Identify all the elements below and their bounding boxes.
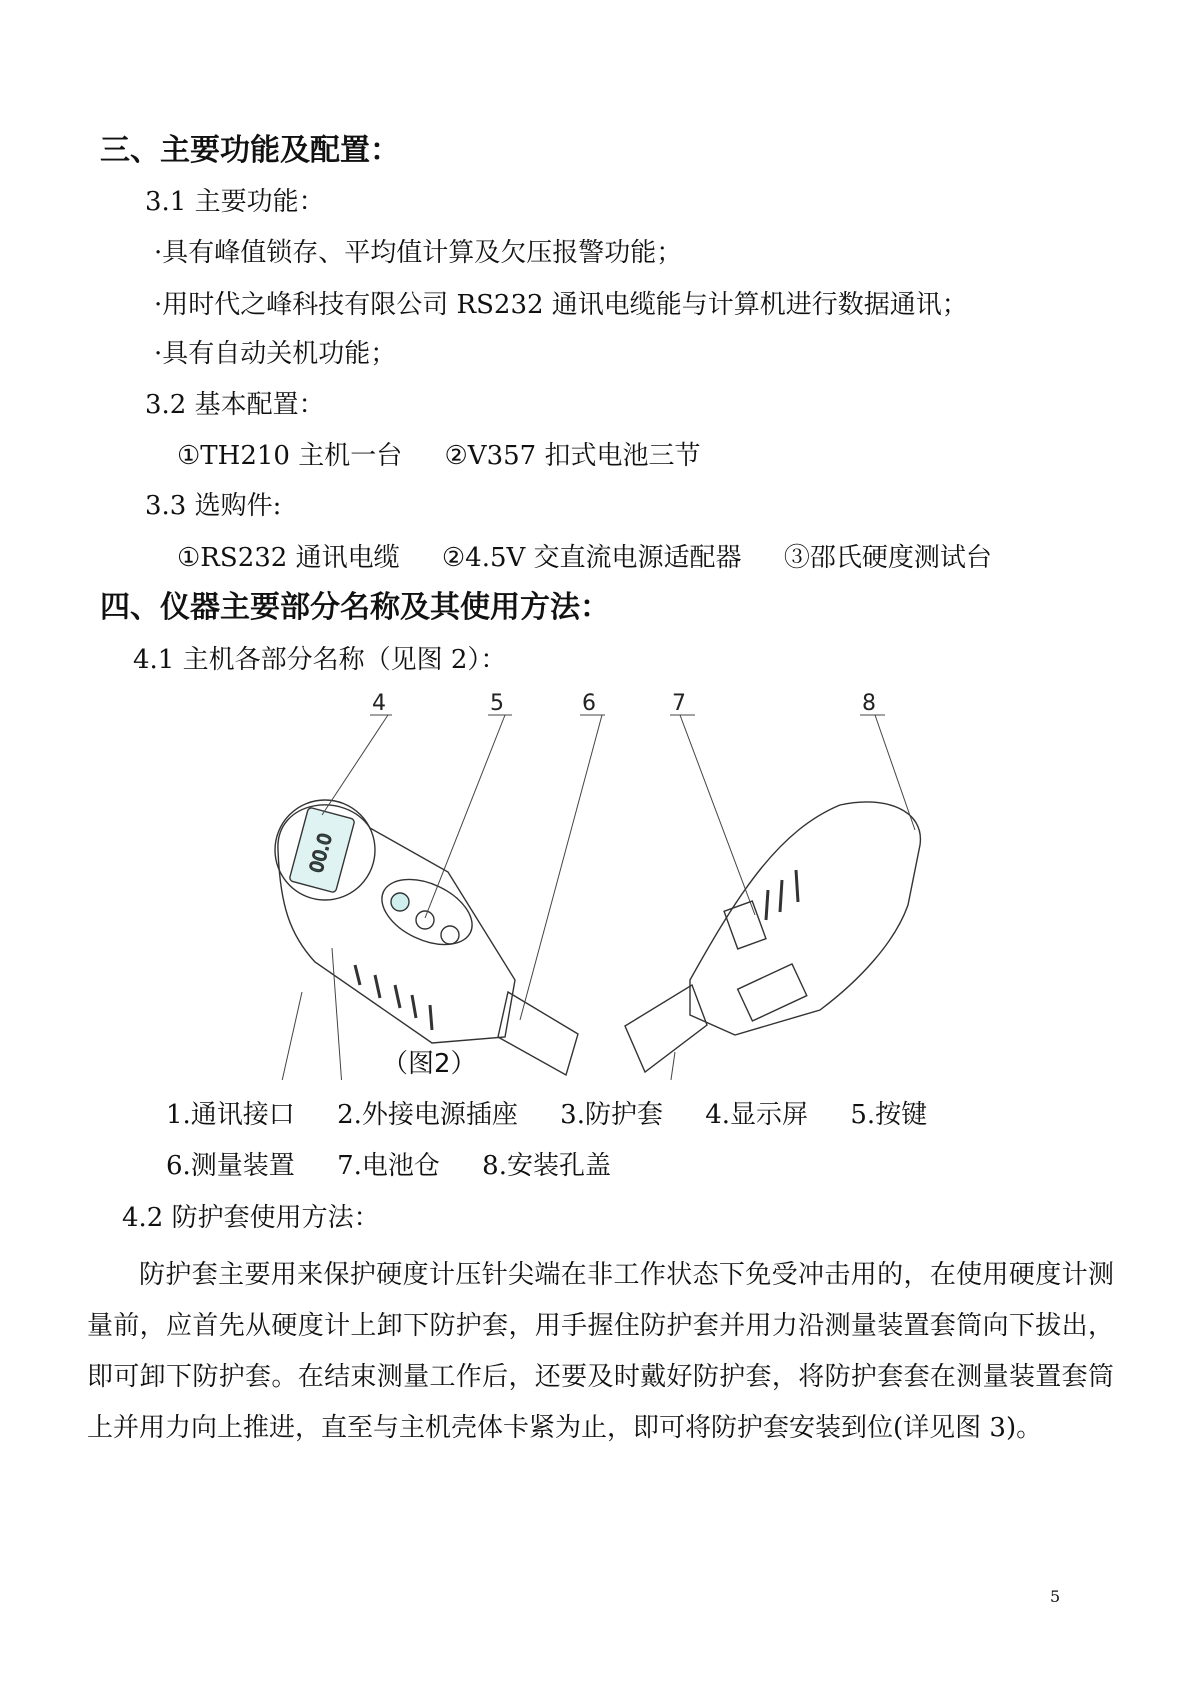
callout-7: 7	[672, 691, 686, 716]
subsection-3-1-title: 3.1 主要功能：	[145, 187, 325, 217]
callout-5: 5	[490, 691, 504, 716]
button-icon	[391, 893, 409, 911]
parts-list-row-2	[166, 1150, 645, 1182]
page-number: 5	[1050, 1587, 1061, 1606]
battery-compartment	[724, 901, 766, 949]
option-item: ②4.5V 交直流电源适配器	[441, 543, 742, 573]
button-icon	[441, 926, 459, 944]
config-item: ①TH210 主机一台	[177, 441, 403, 471]
figure-2-device-diagram	[220, 680, 980, 1080]
parts-list-row-1	[166, 1099, 961, 1131]
subsection-3-3-title: 3.3 选购件:	[145, 491, 282, 521]
feature-item: ·具有自动关机功能；	[154, 339, 397, 369]
feature-item: ·具有峰值锁存、平均值计算及欠压报警功能；	[154, 238, 683, 268]
part-item: 7.电池仓	[337, 1151, 440, 1181]
display-reading: 00.0	[306, 830, 337, 876]
part-item: 3.防护套	[560, 1100, 663, 1130]
part-item: 8.安装孔盖	[482, 1151, 611, 1181]
part-item: 4.显示屏	[705, 1100, 809, 1130]
part-item: 2.外接电源插座	[337, 1100, 518, 1130]
subsection-4-2-title: 4.2 防护套使用方法：	[122, 1203, 380, 1233]
subsection-3-2-title: 3.2 基本配置：	[145, 390, 325, 420]
callout-8: 8	[862, 691, 876, 716]
feature-item: ·用时代之峰科技有限公司 RS232 通讯电缆能与计算机进行数据通讯；	[154, 290, 968, 320]
protective-cover-usage-paragraph: 防护套主要用来保护硬度计压针尖端在非工作状态下免受冲击用的，在使用硬度计测量前，应首先从硬度计上卸下防护套，用手握住防护套并用力沿测量装置套筒向下拔出，即可卸下防护套。在结束测量工作后，还要及时戴好防护套，将防护套套在测量装置套筒上并用力向上推进，直至与主机壳体卡紧为止，即可将防护套安装到位(详见图 3)。	[87, 1260, 1114, 1443]
callout-6: 6	[582, 691, 596, 716]
part-item: 5.按键	[850, 1100, 928, 1130]
option-item: ①RS232 通讯电缆	[177, 543, 400, 573]
figure-caption: （图2）	[382, 1049, 477, 1079]
button-icon	[416, 911, 434, 929]
section-3-heading: 三、主要功能及配置：	[100, 133, 400, 168]
protective-cover	[625, 985, 707, 1072]
options-list	[177, 542, 1026, 574]
section-4-heading: 四、仪器主要部分名称及其使用方法：	[100, 590, 610, 625]
callout-4: 4	[372, 691, 386, 716]
device-back-body	[690, 802, 920, 1035]
option-item: ③邵氏硬度测试台	[783, 543, 992, 573]
config-item: ②V357 扣式电池三节	[444, 441, 701, 471]
part-item: 1.通讯接口	[166, 1100, 295, 1130]
part-item: 6.测量装置	[166, 1151, 295, 1181]
subsection-4-1-title: 4.1 主机各部分名称（见图 2）：	[133, 645, 507, 675]
basic-config-list	[177, 440, 734, 472]
